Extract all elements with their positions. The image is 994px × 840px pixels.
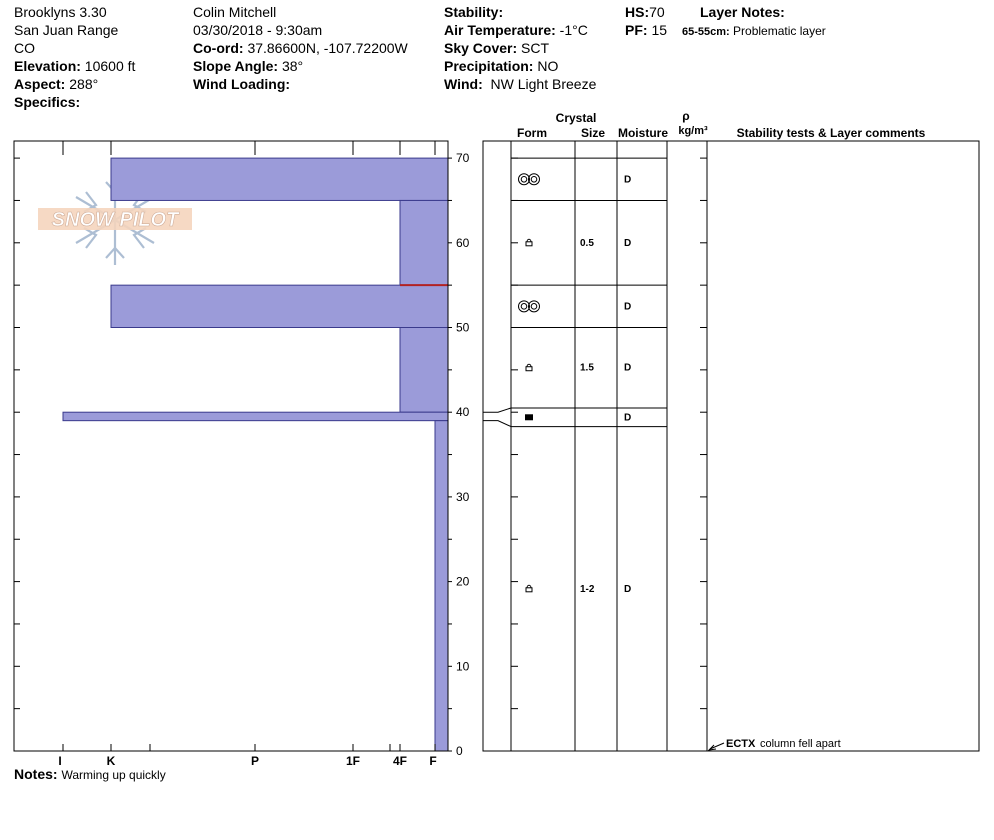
depth-axis	[448, 151, 470, 758]
hardness-axis	[58, 754, 436, 768]
moisture-value: D	[624, 301, 632, 313]
crystal-size: 1.5	[580, 362, 594, 374]
hs-value: HS:70	[625, 4, 665, 20]
elevation: Elevation: 10600 ft	[14, 58, 136, 74]
specifics: Specifics:	[14, 94, 81, 110]
hardness-layer-bar	[435, 421, 448, 751]
boundary-connector	[483, 408, 511, 412]
hardness-layer-bar	[400, 200, 448, 285]
crystal-size: 1-2	[580, 583, 595, 595]
moisture-value: D	[624, 237, 632, 249]
moisture-value: D	[624, 362, 632, 374]
faceted-icon	[526, 364, 532, 371]
header-form: Form	[517, 126, 547, 140]
depth-tick-label: 0	[456, 744, 463, 758]
pf-value: PF: 15	[625, 22, 668, 38]
left-frame-ticks	[14, 141, 448, 751]
depth-tick-label: 30	[456, 489, 470, 504]
header-crystal: Crystal	[555, 111, 597, 125]
moisture-value: D	[624, 174, 632, 186]
header-moisture: Moisture	[617, 126, 669, 140]
range-name: San Juan Range	[14, 22, 119, 38]
moisture-value: D	[624, 412, 632, 424]
layer-note: 65-55cm: Problematic layer	[682, 24, 826, 38]
observation-datetime: 03/30/2018 - 9:30am	[193, 22, 323, 38]
header-density-unit: kg/m³	[678, 125, 708, 137]
depth-tick-label: 70	[456, 151, 470, 166]
depth-tick-label: 60	[456, 235, 470, 250]
wind-loading: Wind Loading:	[193, 76, 291, 92]
faceted-icon	[526, 585, 532, 592]
hardness-label: K	[106, 754, 116, 768]
melt-forms-icon	[519, 301, 540, 312]
header-comments: Stability tests & Layer comments	[736, 126, 926, 140]
header-rho: ρ	[682, 109, 690, 123]
slope-angle: Slope Angle: 38°	[193, 58, 304, 74]
melt-forms-icon	[519, 174, 540, 185]
test-pointer-line	[710, 743, 724, 749]
coordinates: Co-ord: 37.86600N, -107.72200W	[193, 40, 408, 56]
hardness-layers	[63, 158, 448, 751]
test-code: ECTX	[726, 738, 756, 750]
faceted-icon	[526, 239, 532, 246]
depth-tick-label: 40	[456, 405, 470, 420]
hardness-label: 1F	[345, 754, 361, 768]
layer-notes-label: Layer Notes:	[700, 4, 785, 20]
wind: Wind: NW Light Breeze	[444, 76, 597, 92]
crystal-size: 0.5	[580, 237, 594, 249]
ice-layer-icon	[525, 414, 533, 420]
hardness-plot-frame	[14, 141, 448, 751]
aspect: Aspect: 288°	[14, 76, 99, 92]
hardness-layer-bar	[111, 285, 448, 327]
sky-cover: Sky Cover: SCT	[444, 40, 550, 56]
state-name: CO	[14, 40, 35, 56]
hardness-layer-bar	[400, 328, 448, 413]
precipitation: Precipitation: NO	[444, 58, 559, 74]
depth-tick-label: 50	[456, 320, 470, 335]
hardness-layer-bar	[63, 412, 448, 420]
hardness-label: P	[250, 754, 260, 768]
layer-table-frame	[483, 141, 979, 751]
hardness-label: F	[429, 754, 437, 768]
hardness-label: 4F	[392, 754, 408, 768]
hardness-label: I	[58, 754, 62, 768]
stability-tests	[709, 738, 841, 750]
depth-tick-label: 10	[456, 659, 470, 674]
depth-tick-label: 20	[456, 574, 470, 589]
observer-name: Colin Mitchell	[193, 4, 277, 20]
site-name: Brooklyns 3.30	[14, 4, 107, 20]
test-comment: column fell apart	[760, 738, 841, 750]
logo-text: SNOW PILOT	[51, 209, 179, 231]
header-size: Size	[580, 126, 606, 140]
table-ticks	[511, 158, 707, 751]
boundary-connector	[483, 421, 511, 427]
notes: Notes: Warming up quickly	[14, 766, 166, 782]
air-temperature: Air Temperature: -1°C	[444, 22, 588, 38]
hardness-layer-bar	[111, 158, 448, 200]
stability: Stability:	[444, 4, 504, 20]
moisture-value: D	[624, 583, 632, 595]
